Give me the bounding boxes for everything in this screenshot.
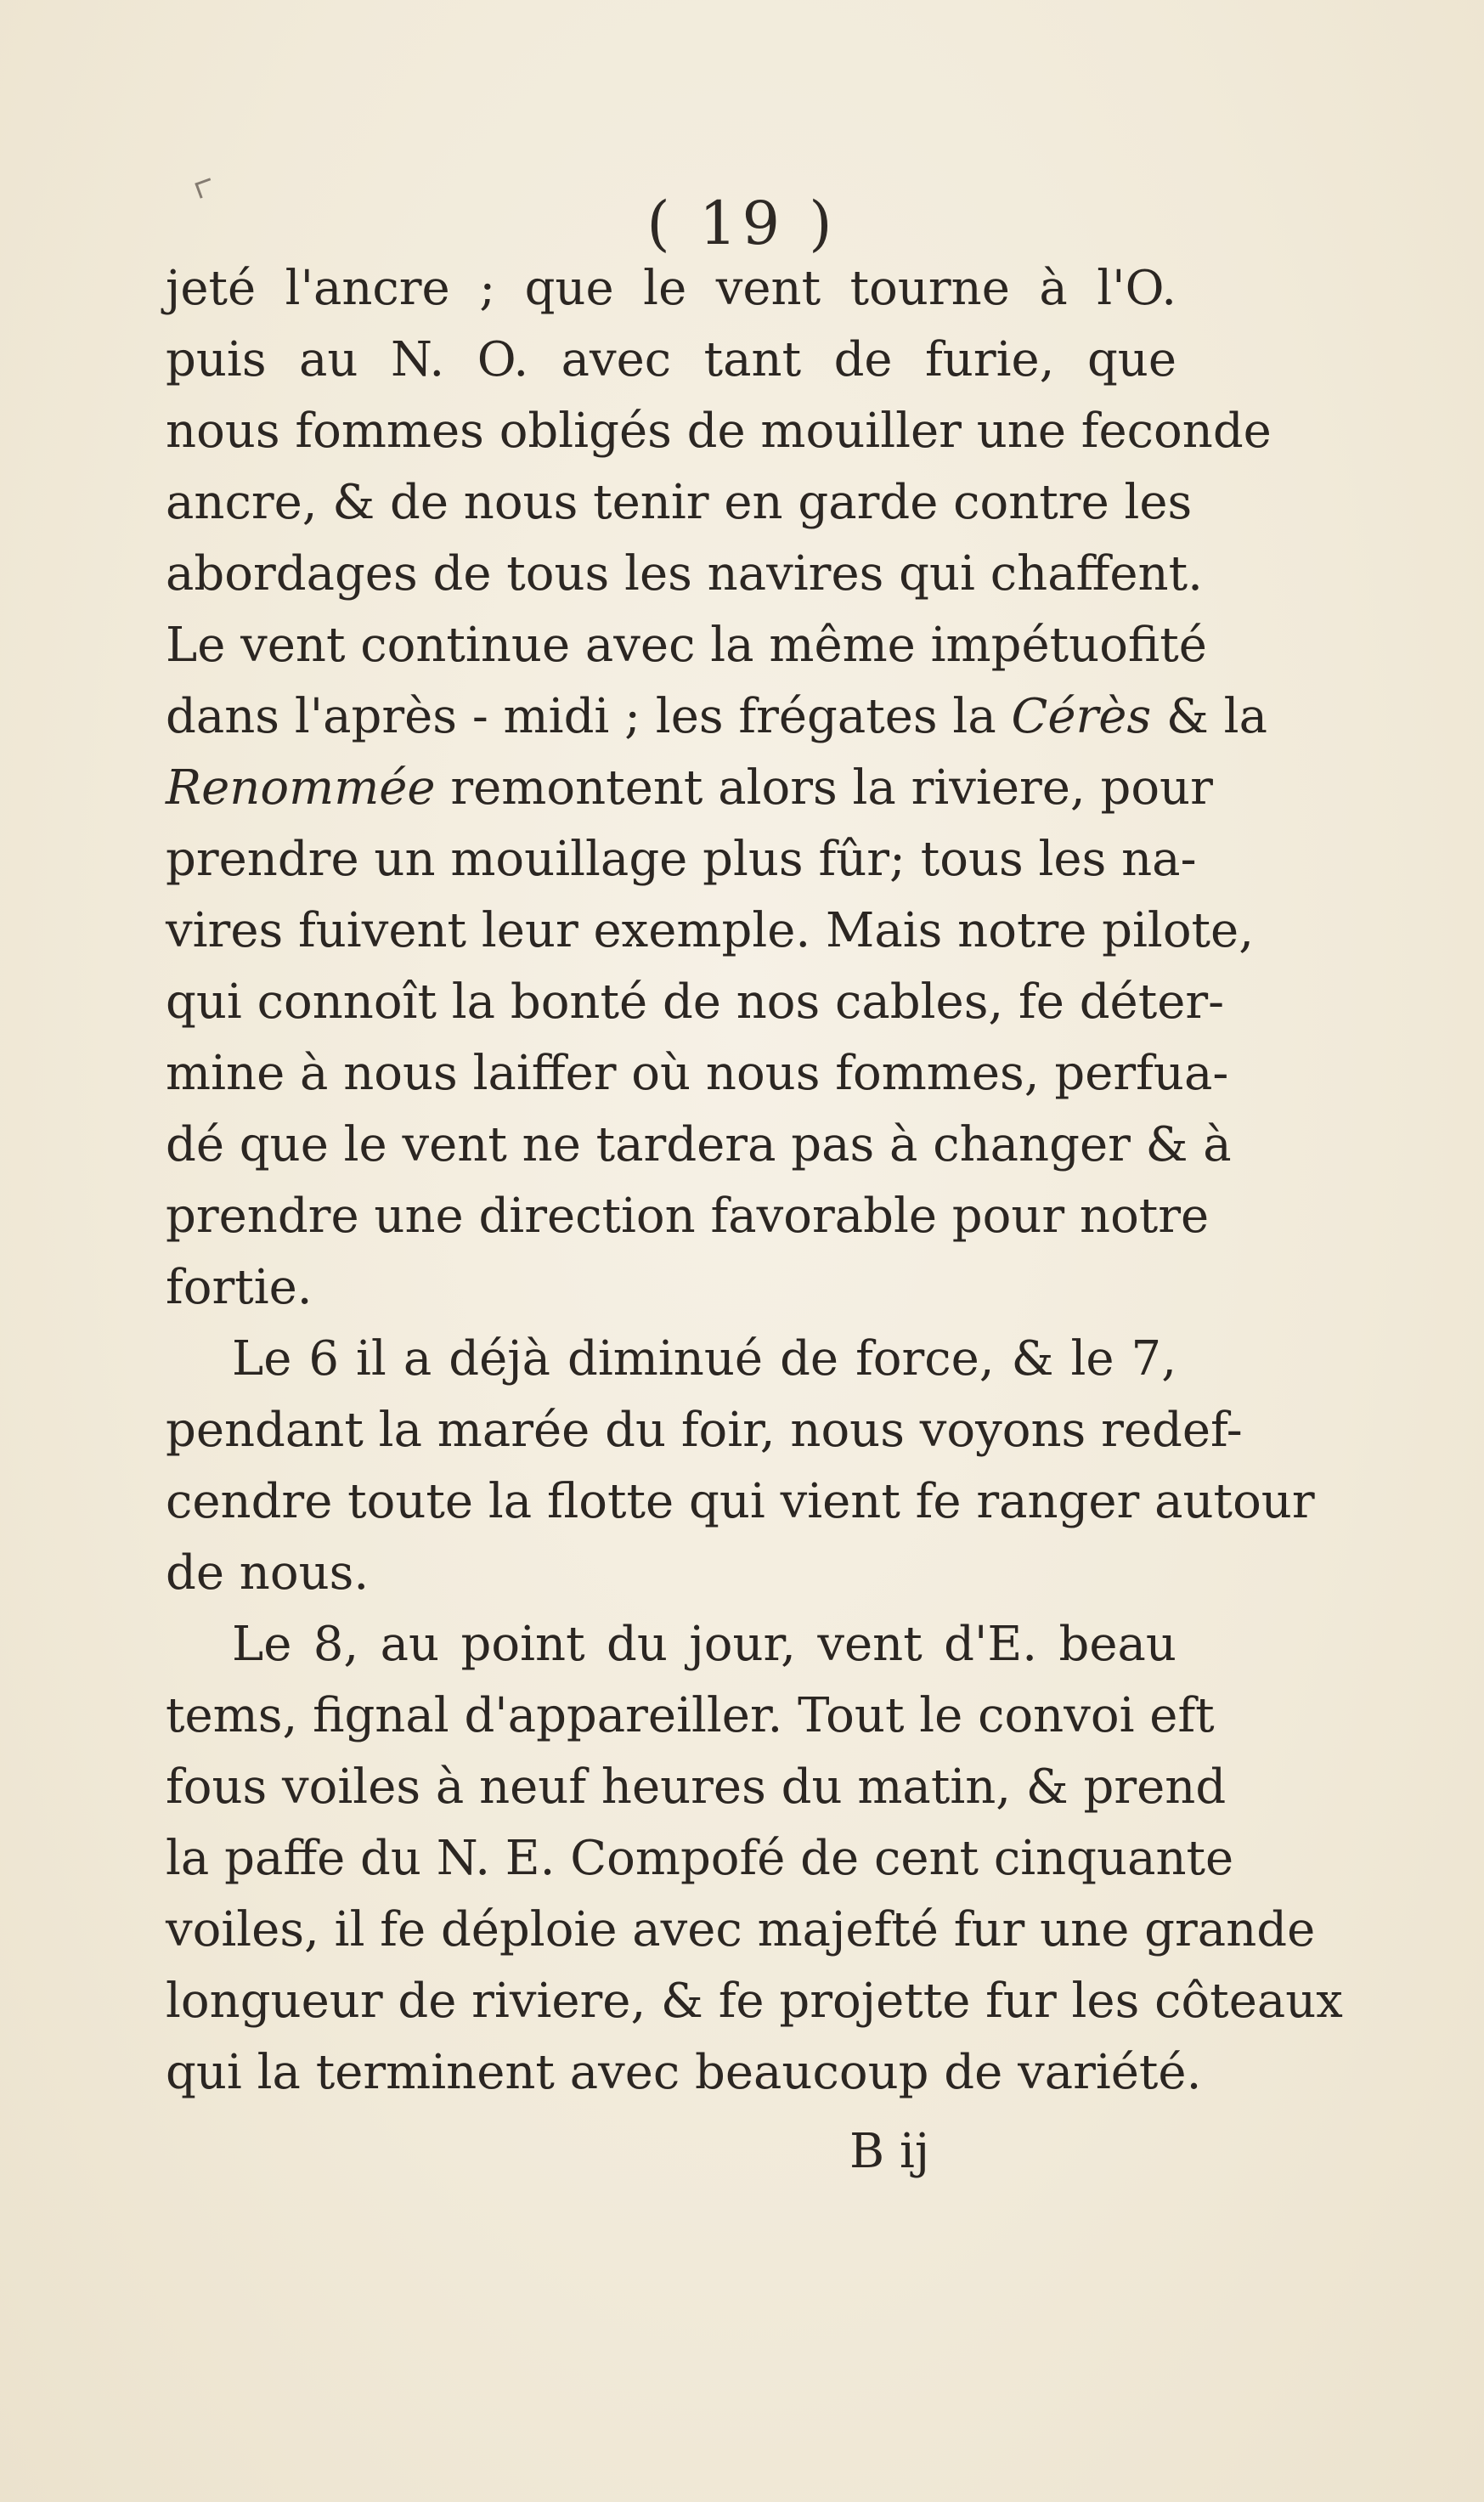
text-line xyxy=(166,681,1267,753)
text-line: vires fuivent leur exemple. Mais notre pilote, xyxy=(166,903,1254,958)
text-line: pendant la marée du foir, nous voyons redef- xyxy=(166,1403,1243,1458)
text-line: prendre un mouillage plus fûr; tous les na- xyxy=(166,832,1197,887)
article: la xyxy=(1223,689,1267,744)
text-line: voiles, il fe déploie avec majefté fur une grande xyxy=(166,1902,1316,1957)
text-line: de nous. xyxy=(166,1545,370,1601)
text-line: qui la terminent avec beaucoup de variété. xyxy=(166,2045,1202,2100)
page-number: ( 19 ) xyxy=(646,189,838,258)
text-line: abordages de tous les navires qui chaffent. xyxy=(166,546,1203,601)
text-line: fous voiles à neuf heures du matin, & prend xyxy=(166,1759,1227,1815)
ampersand: & xyxy=(1166,689,1209,744)
text-line: la paffe du N. E. Compofé de cent cinquante xyxy=(166,1831,1234,1886)
signature-mark: B ij xyxy=(849,2124,930,2179)
body-text xyxy=(166,253,1343,2109)
text-line xyxy=(166,753,1213,824)
text-span: dans l'après - midi ; les frégates la xyxy=(166,689,996,744)
text-line: jeté l'ancre ; que le vent tourne à l'O. xyxy=(166,261,1176,316)
ship-name-ceres: Cérès xyxy=(1011,689,1152,744)
text-line: longueur de riviere, & fe projette fur les côteaux xyxy=(166,1974,1343,2029)
text-line: fortie. xyxy=(166,1260,313,1315)
text-span: remontent alors la riviere, pour xyxy=(450,760,1213,816)
text-line: puis au N. O. avec tant de furie, que xyxy=(166,332,1176,387)
text-line: prendre une direction favorable pour notre xyxy=(166,1189,1210,1244)
text-line: tems, fignal d'appareiller. Tout le convoi eft xyxy=(166,1688,1215,1743)
text-line: ancre, & de nous tenir en garde contre les xyxy=(166,475,1193,530)
text-line: Le 8, au point du jour, vent d'E. beau xyxy=(232,1617,1176,1672)
text-line: qui connoît la bonté de nos cables, fe déter- xyxy=(166,974,1225,1030)
text-line: Le vent continue avec la même impétuofité xyxy=(166,618,1207,673)
text-line: nous fommes obligés de mouiller une feconde xyxy=(166,404,1272,459)
text-line: cendre toute la flotte qui vient fe ranger autour xyxy=(166,1474,1315,1529)
text-line: mine à nous laiffer où nous fommes, perfua- xyxy=(166,1046,1229,1101)
text-line: dé que le vent ne tardera pas à changer & à xyxy=(166,1117,1232,1172)
ship-name-renommee: Renommée xyxy=(166,760,436,816)
text-line: Le 6 il a déjà diminué de force, & le 7, xyxy=(232,1331,1176,1387)
